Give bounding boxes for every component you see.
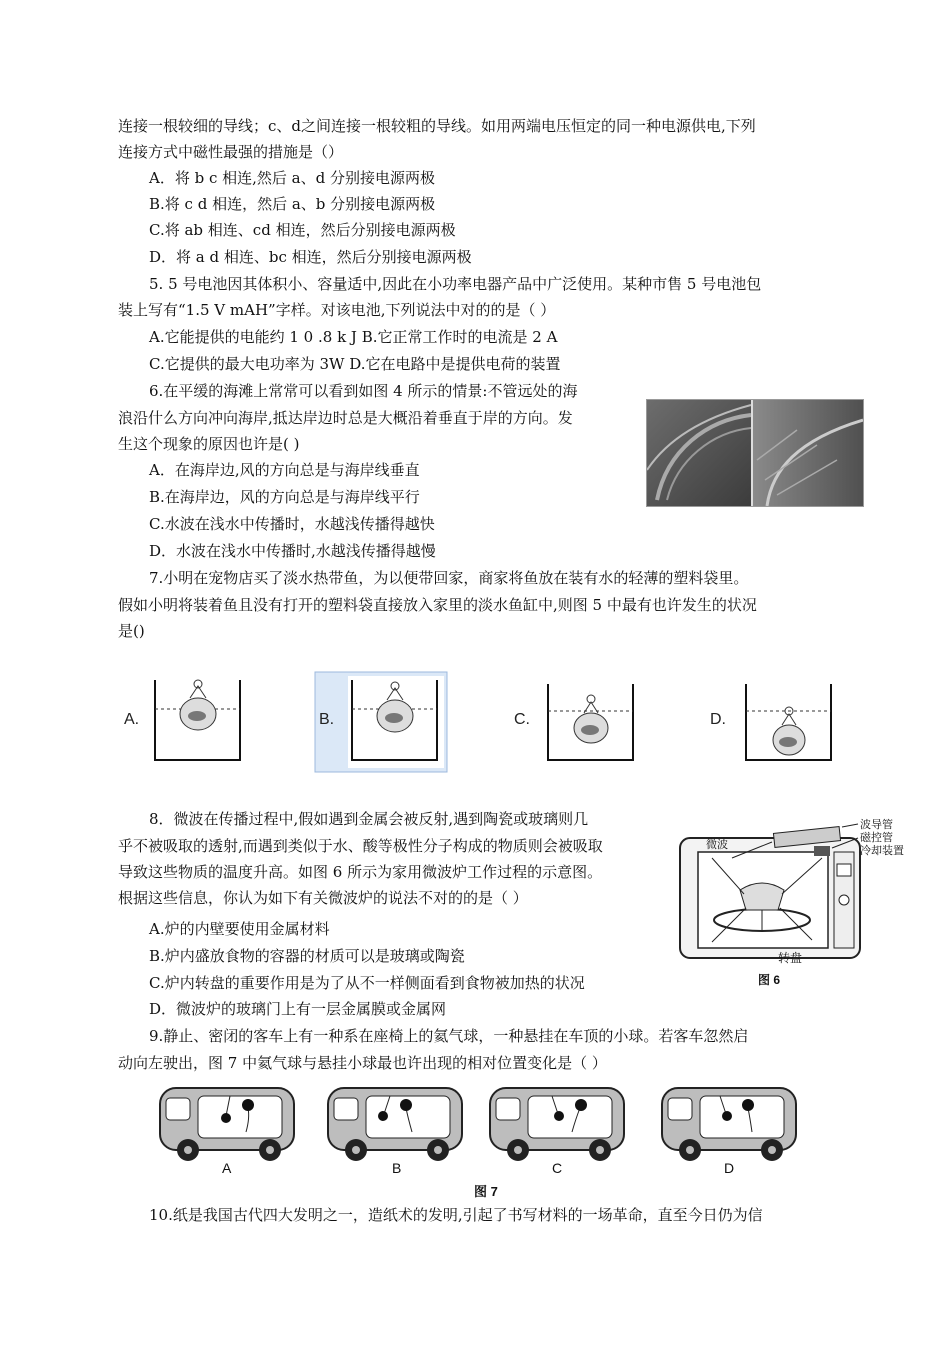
fig5-label-d: D. <box>710 711 726 728</box>
q6-stem: 6.在平缓的海滩上常常可以看到如图 4 所示的情景:不管远处的海 <box>149 382 578 400</box>
q7-stem-cont: 是() <box>118 622 145 640</box>
q8-stem: 8．微波在传播过程中,假如遇到金属会被反射,遇到陶瓷或玻璃则几 <box>149 810 589 828</box>
fig7-caption: 图 7 <box>474 1184 498 1199</box>
figure-7-buses <box>150 1080 850 1202</box>
text-line: 连接方式中磁性最强的措施是（） <box>118 143 344 161</box>
fig7-label-d: D <box>724 1160 735 1176</box>
q6-stem-cont: 浪沿什么方向冲向海岸,抵达岸边时总是大概沿着垂直于岸的方向。发 <box>118 409 573 427</box>
q4-option-d: D．将 a d 相连、bc 相连，然后分别接电源两极 <box>149 248 472 266</box>
q7-stem-cont: 假如小明将装着鱼且没有打开的塑料袋直接放入家里的淡水鱼缸中,则图 5 中最有也许发生的状况 <box>118 596 757 614</box>
q8-option-d: D．微波炉的玻璃门上有一层金属膜或金属网 <box>149 1000 447 1018</box>
text-line: 连接一根较细的导线；c、d之间连接一根较粗的导线。如用两端电压恒定的同一种电源供电,下列 <box>118 117 756 135</box>
q5-options-cd: C.它提供的最大电功率为 3W D.它在电路中是提供电荷的装置 <box>149 355 561 373</box>
q4-option-c: C.将 ab 相连、cd 相连，然后分别接电源两极 <box>149 221 456 239</box>
q9-stem-cont: 动向左驶出，图 7 中氦气球与悬挂小球最也许出现的相对位置变化是（ ） <box>118 1054 607 1072</box>
q6-option-d: D．水波在浅水中传播时,水越浅传播得越慢 <box>149 542 436 560</box>
q6-option-c: C.水波在浅水中传播时，水越浅传播得越快 <box>149 515 435 533</box>
q5-stem: 5. 5 号电池因其体积小、容量适中,因此在小功率电器产品中广泛使用。某种市售 5 号电池包 <box>149 275 762 293</box>
q8-option-c: C.炉内转盘的重要作用是为了从不一样侧面看到食物被加热的状况 <box>149 974 585 992</box>
fig7-label-a: A <box>222 1160 232 1176</box>
fig7-bus-b <box>328 1088 462 1161</box>
fig5-label-b: B. <box>319 711 335 728</box>
fig5-label-a: A. <box>124 711 140 728</box>
q8-option-b: B.炉内盛放食物的容器的材质可以是玻璃或陶瓷 <box>149 947 465 965</box>
figure-5-fish-tanks <box>110 668 850 776</box>
q6-option-a: A．在海岸边,风的方向总是与海岸线垂直 <box>149 461 420 479</box>
q5-stem-cont: 装上写有“1.5 V mAH”字样。对该电池,下列说法中对的的是（ ） <box>118 301 556 319</box>
fig6-label-cool: 冷却装置 <box>860 845 904 857</box>
fig7-label-b: B <box>392 1160 402 1176</box>
fig7-bus-a <box>160 1088 294 1161</box>
q4-option-a: A．将 b c 相连,然后 a、d 分别接电源两极 <box>149 169 435 187</box>
q9-stem: 9.静止、密闭的客车上有一种系在座椅上的氦气球，一种悬挂在车顶的小球。若客车忽然启 <box>149 1027 749 1045</box>
fig6-label-plate: 转盘 <box>778 951 803 965</box>
fig5-label-c: C. <box>514 711 530 728</box>
fig7-label-c: C <box>552 1160 563 1176</box>
figure-4-beach-photo <box>646 399 864 507</box>
fig6-label-wave: 微波 <box>706 839 728 851</box>
q4-option-b: B.将 c d 相连，然后 a、b 分别接电源两极 <box>149 195 436 213</box>
fig7-bus-c <box>490 1088 624 1161</box>
q6-stem-cont: 生这个现象的原因也许是( ) <box>118 435 300 453</box>
fig6-label-ctrl: 磁控管 <box>860 832 893 844</box>
q10-stem: 10.纸是我国古代四大发明之一，造纸术的发明,引起了书写材料的一场革命，直至今日仍为信 <box>149 1206 763 1224</box>
q7-stem: 7.小明在宠物店买了淡水热带鱼，为以便带回家，商家将鱼放在装有水的轻薄的塑料袋里。 <box>149 569 749 587</box>
q8-option-a: A.炉的内壁要使用金属材料 <box>149 920 330 938</box>
q6-option-b: B.在海岸边，风的方向总是与海岸线平行 <box>149 488 420 506</box>
q5-options-ab: A.它能提供的电能约 1 0 .8 k J B.它正常工作时的电流是 2 A <box>149 328 558 346</box>
q8-stem-cont: 导致这些物质的温度升高。如图 6 所示为家用微波炉工作过程的示意图。 <box>118 863 603 881</box>
fig6-caption: 图 6 <box>758 973 781 987</box>
q8-stem-cont: 乎不被吸取的透射,而遇到类似于水、酸等极性分子构成的物质则会被吸取 <box>118 837 603 855</box>
q8-stem-cont: 根据这些信息，你认为如下有关微波炉的说法不对的的是（ ） <box>118 889 528 907</box>
fig7-bus-d <box>662 1088 796 1161</box>
figure-6-microwave <box>672 812 906 992</box>
fig6-label-guide: 波导管 <box>860 819 893 831</box>
